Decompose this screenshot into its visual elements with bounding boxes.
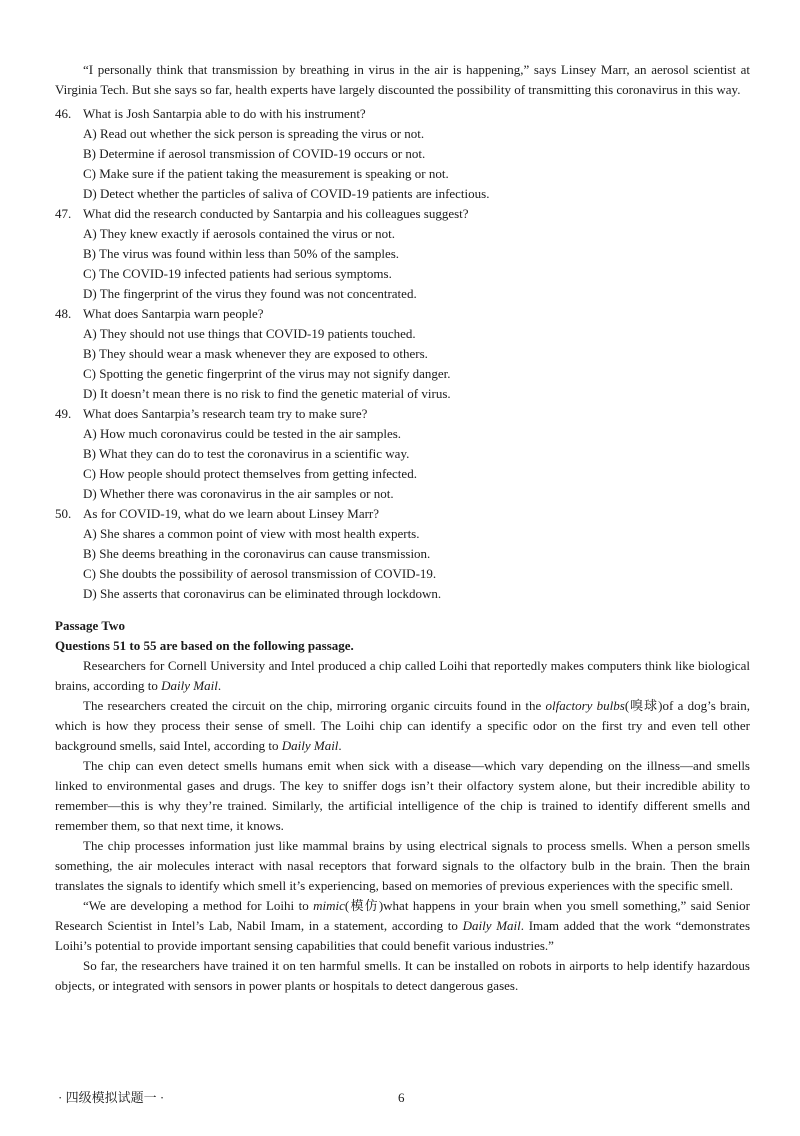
question-number: 47. bbox=[55, 206, 72, 221]
question-text: What does Santarpia’s research team try to make sure? bbox=[83, 406, 368, 421]
text-run: . bbox=[217, 678, 222, 693]
passage-paragraph-1 bbox=[55, 656, 750, 696]
question-47 bbox=[55, 204, 750, 304]
text-run: . bbox=[338, 738, 342, 753]
passage-subheading: Questions 51 to 55 are based on the following passage. bbox=[55, 638, 354, 653]
question-stem bbox=[55, 204, 750, 224]
page-number: 6 bbox=[398, 1090, 405, 1105]
option-d: D) Detect whether the particles of saliva of COVID-19 patients are infectious. bbox=[83, 186, 490, 201]
passage-heading: Passage Two bbox=[55, 618, 125, 633]
source-title: Daily Mail bbox=[161, 678, 218, 693]
option-b: B) She deems breathing in the coronavirus can cause transmission. bbox=[83, 546, 431, 561]
question-number: 46. bbox=[55, 106, 72, 121]
source-title: Daily Mail bbox=[281, 738, 339, 753]
text-run: The researchers created the circuit on the chip, mirroring organic circuits found in the bbox=[83, 698, 546, 713]
question-49 bbox=[55, 404, 750, 504]
option-a: A) Read out whether the sick person is spreading the virus or not. bbox=[83, 126, 425, 141]
option-d: D) Whether there was coronavirus in the air samples or not. bbox=[83, 486, 394, 501]
option-c: C) Make sure if the patient taking the measurement is speaking or not. bbox=[83, 166, 449, 181]
text-run: Researchers for Cornell University and Intel produced a chip called Loihi that reportedly makes computers think like biological brains, according to bbox=[55, 658, 750, 693]
option-b: B) They should wear a mask whenever they are exposed to others. bbox=[83, 346, 428, 361]
option-c: C) Spotting the genetic fingerprint of the virus may not signify danger. bbox=[83, 366, 451, 381]
question-stem bbox=[55, 304, 750, 324]
footer-label: · 四级模拟试题一 · bbox=[58, 1090, 165, 1105]
intro-paragraph: “I personally think that transmission by breathing in virus in the air is happening,” says Linsey Marr, an aerosol scientist at Virginia Tech. But she says so far, health experts have largely discounted the possibility of transmitting this coronavirus in this way. bbox=[55, 62, 750, 97]
question-50 bbox=[55, 504, 750, 604]
question-number: 48. bbox=[55, 306, 72, 321]
question-text: What did the research conducted by Santarpia and his colleagues suggest? bbox=[83, 206, 469, 221]
option-a: A) She shares a common point of view with most health experts. bbox=[83, 526, 420, 541]
option-b: B) The virus was found within less than 50% of the samples. bbox=[83, 246, 400, 261]
option-d: D) She asserts that coronavirus can be eliminated through lockdown. bbox=[83, 586, 442, 601]
question-48 bbox=[55, 304, 750, 404]
question-number: 50. bbox=[55, 506, 72, 521]
page-footer bbox=[58, 1088, 748, 1108]
option-d: D) The fingerprint of the virus they found was not concentrated. bbox=[83, 286, 417, 301]
question-list bbox=[55, 104, 750, 604]
option-b: B) Determine if aerosol transmission of COVID-19 occurs or not. bbox=[83, 146, 426, 161]
passage-paragraph-6: So far, the researchers have trained it on ten harmful smells. It can be installed on robots in airports to help identify hazardous objects, or integrated with sensors in power plants or hospitals to detect dangerous gases. bbox=[55, 958, 750, 993]
chinese-gloss: (嗅球) bbox=[624, 698, 663, 713]
question-text: As for COVID-19, what do we learn about Linsey Marr? bbox=[83, 506, 380, 521]
option-c: C) She doubts the possibility of aerosol transmission of COVID-19. bbox=[83, 566, 437, 581]
text-run: . Imam added that the work “demonstrates Loihi’s potential to provide important sensing capabilities that could benefit various industries.” bbox=[55, 918, 750, 953]
question-text: What is Josh Santarpia able to do with his instrument? bbox=[83, 106, 366, 121]
passage-paragraph-5 bbox=[55, 896, 750, 956]
option-b: B) What they can do to test the coronavirus in a scientific way. bbox=[83, 446, 410, 461]
question-46 bbox=[55, 104, 750, 204]
question-stem bbox=[55, 504, 750, 524]
passage-paragraph-2 bbox=[55, 696, 750, 756]
chinese-gloss: (模仿) bbox=[344, 898, 384, 913]
passage-paragraph-3: The chip can even detect smells humans emit when sick with a disease—which vary depending on the illness—and smells linked to environmental gases and drugs. The key to sniffer dogs isn’t their olfactory system alone, but their incredible ability to remember—this is why they’re trained. Similarly, the artificial intelligence of the chip is trained to identify different smells and remember them, so that next time, it knows. bbox=[55, 758, 750, 833]
glossed-term: mimic bbox=[313, 898, 345, 913]
text-run: what happens in your brain when you smell something,” said Senior Research Scientist in Intel’s Lab, Nabil Imam, in a statement, according to bbox=[55, 898, 750, 933]
question-number: 49. bbox=[55, 406, 72, 421]
question-stem bbox=[55, 404, 750, 424]
text-run: “We are developing a method for Loihi to bbox=[83, 898, 314, 913]
option-a: A) They should not use things that COVID-19 patients touched. bbox=[83, 326, 416, 341]
passage-paragraph-4: The chip processes information just like mammal brains by using electrical signals to process smells. When a person smells something, the air molecules interact with nasal receptors that forward signals to the olfactory bulb in the brain. Then the brain translates the signals to identify which smell it’s experiencing, based on memories of previous experiences with the specific smell. bbox=[55, 838, 750, 893]
question-text: What does Santarpia warn people? bbox=[83, 306, 264, 321]
glossed-term: olfactory bulbs bbox=[545, 698, 625, 713]
option-c: C) The COVID-19 infected patients had serious symptoms. bbox=[83, 266, 392, 281]
question-stem bbox=[55, 104, 750, 124]
option-d: D) It doesn’t mean there is no risk to find the genetic material of virus. bbox=[83, 386, 451, 401]
option-a: A) They knew exactly if aerosols contained the virus or not. bbox=[83, 226, 396, 241]
source-title: Daily Mail bbox=[462, 918, 521, 933]
option-c: C) How people should protect themselves from getting infected. bbox=[83, 466, 417, 481]
option-a: A) How much coronavirus could be tested in the air samples. bbox=[83, 426, 402, 441]
page-content bbox=[55, 60, 750, 996]
text-run: of a dog’s brain, which is how they process their sense of smell. The Loihi chip can identify a specific odor on the first try and even tell other background smells, said Intel, according to bbox=[55, 698, 750, 753]
